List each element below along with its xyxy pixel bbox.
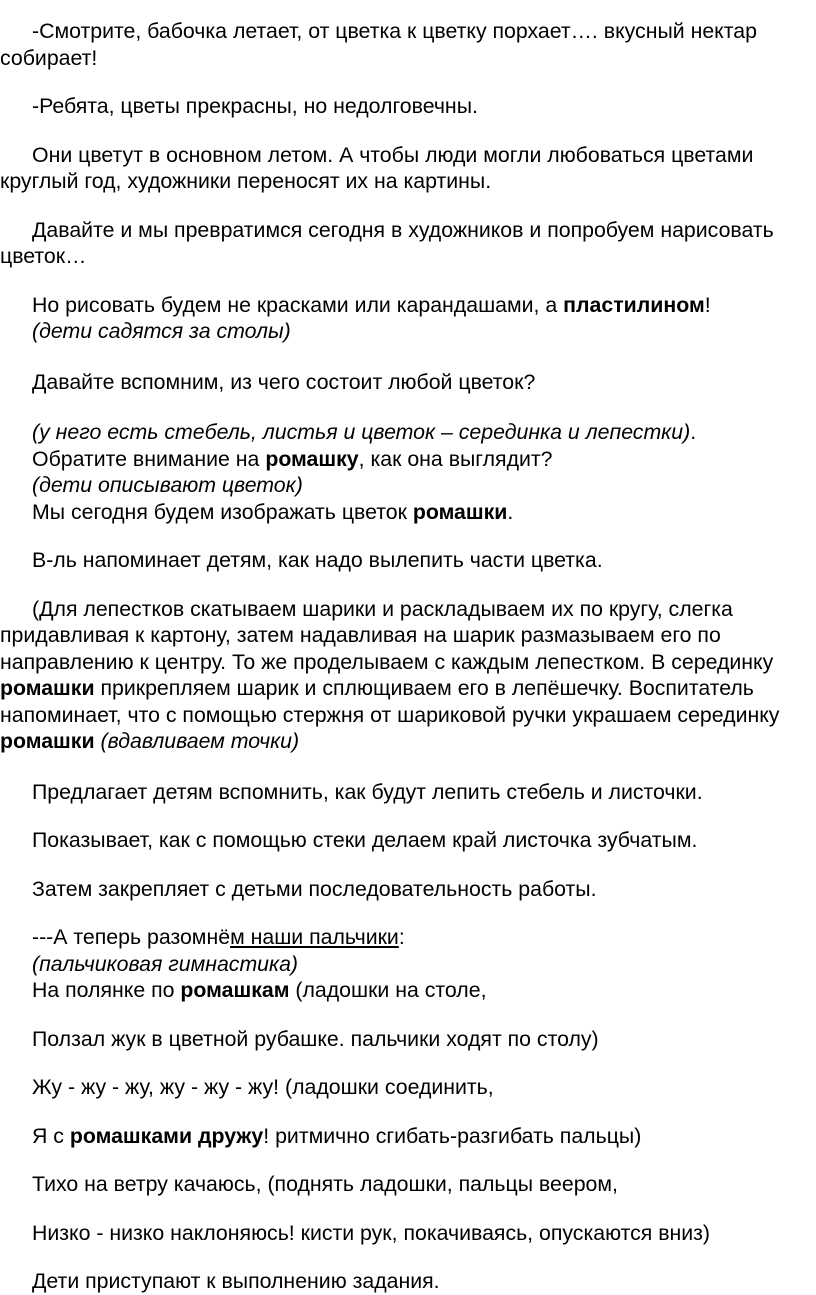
paragraph-text: Затем закрепляет с детьми последовательность работы. (32, 876, 597, 901)
punctuation: : (398, 925, 405, 949)
bold-term-chamomiles: ромашкам (180, 978, 290, 1002)
paragraph-finger-gymnastics (0, 924, 810, 1004)
paragraph-become-artists (0, 217, 810, 270)
paragraph-plasticine (0, 292, 810, 345)
stage-direction: (дети садятся за столы) (32, 319, 291, 343)
paragraph-sequence (0, 876, 810, 903)
paragraph-flowers-short-lived (0, 93, 810, 120)
paragraph-text: прикрепляем шарик и сплющиваем его в лепёшечку. Воспитатель напоминает, что с помощью стержня от шариковой ручки украшаем серединку (0, 676, 780, 727)
paragraph-petals-instructions (0, 596, 810, 755)
paragraph-text: Низко - низко наклоняюсь! кисти рук, покачиваясь, опускаются вниз) (32, 1220, 711, 1245)
paragraph-artists (0, 142, 810, 195)
paragraph-butterfly (0, 18, 810, 71)
paragraph-teacher-reminds (0, 547, 810, 574)
bold-term-friends-with-chamomiles: ромашками дружу (69, 1123, 264, 1148)
paragraph-text: Но рисовать будем не красками или карандашами, а (32, 292, 564, 317)
stage-direction: (пальчиковая гимнастика) (32, 951, 299, 976)
punctuation: ! (704, 292, 711, 317)
paragraph-text: Ползал жук в цветной рубашке. пальчики ходят по столу) (32, 1026, 599, 1051)
paragraph-text: Я с (32, 1123, 70, 1148)
paragraph-text: Давайте вспомним, из чего состоит любой цветок? (32, 369, 536, 394)
bold-term-chamomile: ромашки (0, 676, 95, 700)
underlined-text: м наши пальчики (230, 925, 399, 949)
paragraph-text: Они цветут в основном летом. А чтобы люди могли любоваться цветами круглый год, художники переносят их на картины. (0, 142, 754, 193)
paragraph-text: (Для лепестков скатываем шарики и раскладываем их по кругу, слегка придавливая к картону, затем надавливая на шарик размазываем его по направлению к центру. То же проделываем с каждым лепестком. В серединку (0, 596, 774, 674)
paragraph-chamomile-intro (0, 419, 810, 525)
poem-line-friends (0, 1123, 810, 1150)
poem-line-bowing (0, 1220, 810, 1247)
paragraph-text: ! ритмично сгибать-разгибать пальцы) (263, 1123, 642, 1148)
paragraph-text: -Ребята, цветы прекрасны, но недолговечны. (32, 94, 478, 118)
bold-term-chamomile: ромашки (0, 729, 95, 753)
bold-term-plasticine: пластилином (563, 292, 705, 317)
punctuation: . (507, 499, 514, 524)
paragraph-text: Жу - жу - жу, жу - жу - жу! (ладошки соединить, (32, 1075, 494, 1099)
punctuation: . (690, 420, 697, 444)
paragraph-start-task (0, 1268, 810, 1295)
bold-term-chamomile: ромашки (412, 499, 508, 524)
paragraph-text: Давайте и мы превратимся сегодня в художников и попробуем нарисовать цветок… (0, 217, 774, 268)
paragraph-text: ---А теперь разомнё (32, 925, 231, 949)
poem-line-swaying (0, 1171, 810, 1198)
paragraph-text: (ладошки на столе, (289, 978, 487, 1002)
stage-direction: (дети описывают цветок) (32, 473, 303, 497)
paragraph-text: Тихо на ветру качаюсь, (поднять ладошки, пальцы веером, (32, 1172, 618, 1196)
paragraph-text: , как она выглядит? (358, 446, 553, 471)
paragraph-flower-parts-question (0, 369, 810, 396)
paragraph-text: -Смотрите, бабочка летает, от цветка к цветку порхает…. вкусный нектар собирает! (0, 19, 757, 70)
paragraph-text: В-ль напоминает детям, как надо вылепить части цветка. (32, 548, 603, 572)
paragraph-text: Предлагает детям вспомнить, как будут лепить стебель и листочки. (32, 779, 703, 804)
paragraph-text: Показывает, как с помощью стеки делаем край листочка зубчатым. (32, 828, 698, 852)
stage-direction: (вдавливаем точки) (100, 729, 300, 753)
paragraph-text: Дети приступают к выполнению задания. (32, 1269, 440, 1293)
stage-direction: (у него есть стебель, листья и цветок – серединка и лепестки) (32, 420, 691, 444)
bold-term-chamomile: ромашку (265, 446, 359, 471)
paragraph-text: Обратите внимание на (32, 446, 266, 471)
poem-line-buzz (0, 1074, 810, 1101)
paragraph-stem-leaves (0, 779, 810, 806)
paragraph-text: Мы сегодня будем изображать цветок (32, 499, 413, 524)
paragraph-serrated-edge (0, 827, 810, 854)
paragraph-text: На полянке по (32, 978, 181, 1002)
poem-line-beetle (0, 1026, 810, 1053)
